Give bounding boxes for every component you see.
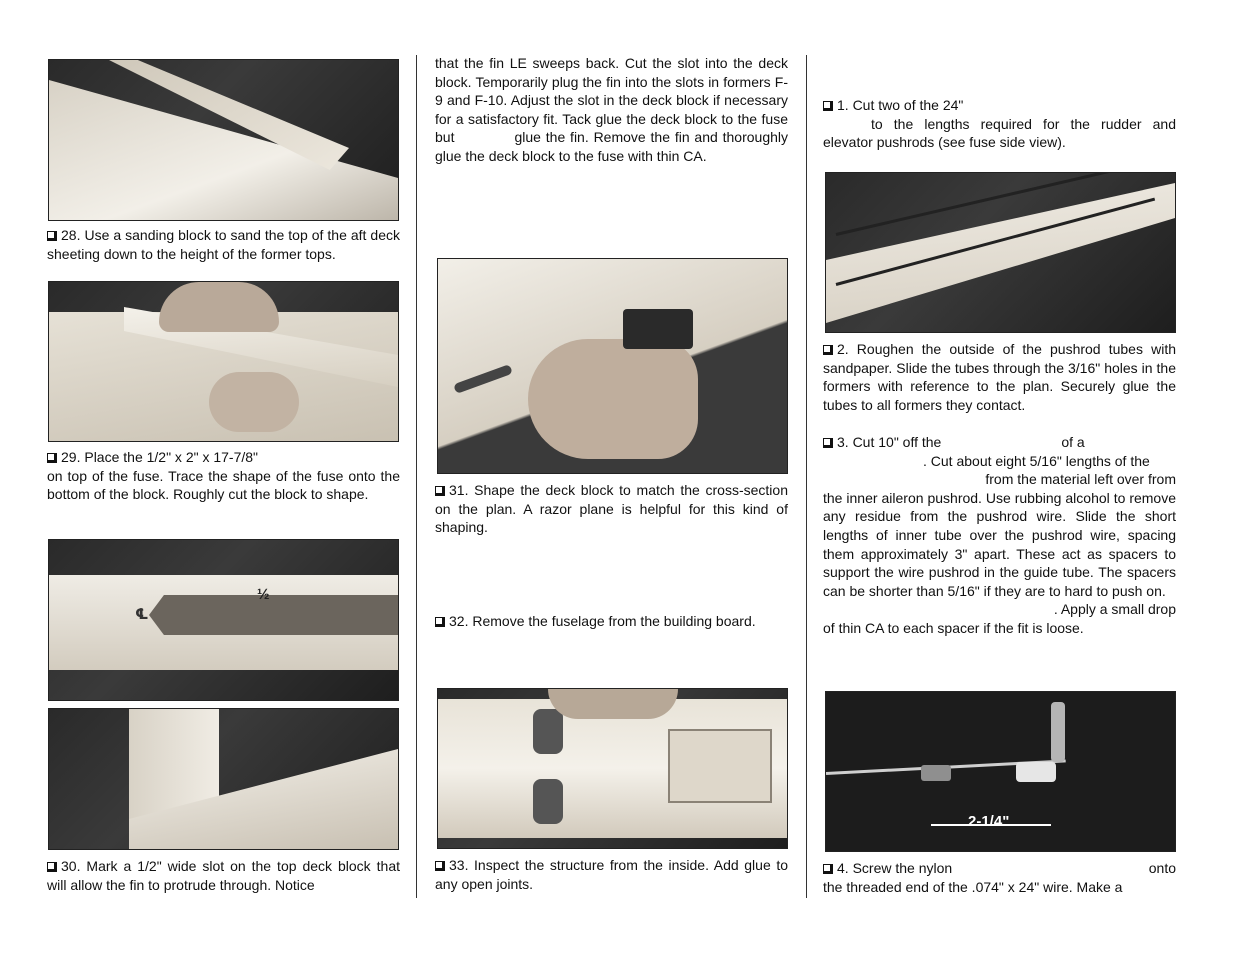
step-33-text: 33. Inspect the structure from the inside. Add glue to any open joints. <box>435 857 788 892</box>
step-30-text: 30. Mark a 1/2" wide slot on the top deck block that will allow the fin to protrude through. Notice <box>47 858 400 893</box>
column-divider-2 <box>806 55 807 898</box>
checkbox-icon[interactable] <box>823 345 833 355</box>
step-28-text: 28. Use a sanding block to sand the top of the aft deck sheeting down to the height of the former tops. <box>47 227 400 262</box>
checkbox-icon[interactable] <box>47 862 57 872</box>
step-31-text: 31. Shape the deck block to match the cross-section on the plan. A razor plane is helpful for this kind of shaping. <box>435 482 788 536</box>
photo-fin-slot-marking <box>48 539 399 701</box>
photo-33-inside-structure <box>437 688 788 849</box>
step-1-text: 1. Cut two of the 24" to the lengths required for the rudder and elevator pushrods (see fuse side view). <box>823 97 1176 151</box>
checkbox-icon[interactable] <box>47 453 57 463</box>
checkbox-icon[interactable] <box>823 101 833 111</box>
half-inch-mark: ½ <box>257 586 270 603</box>
checkbox-icon[interactable] <box>435 486 445 496</box>
photo-28-deck-sanding <box>48 59 399 221</box>
column-divider-1 <box>416 55 417 898</box>
step-32-text: 32. Remove the fuselage from the building board. <box>435 612 788 631</box>
step-29-text: 29. Place the 1/2" x 2" x 17-7/8" on top of the fuse. Trace the shape of the fuse onto the bottom of the block. Roughly cut the block to shape. <box>47 449 400 503</box>
photo-pushrod-tubes-installed <box>825 172 1176 333</box>
photo-30-fin-protrude <box>48 708 399 850</box>
checkbox-icon[interactable] <box>823 864 833 874</box>
checkbox-icon[interactable] <box>435 861 445 871</box>
step-2-text: 2. Roughen the outside of the pushrod tubes with sandpaper. Slide the tubes through the 3/16" holes in the formers with reference to the plan. Securely glue the tubes to all formers they contact. <box>823 341 1176 413</box>
photo-31-deck-shaping <box>437 258 788 474</box>
step-30-continued-text: that the fin LE sweeps back. Cut the slot into the deck block. Temporarily plug the fin into the slots in formers F-9 and F-10. Adjust the slot in the deck block if necessary for a satisfactory fit. Tack glue the deck block to the fuse but glue the fin. Remove the fin and thoroughly glue the deck block to the fuse with thin CA. <box>435 55 788 164</box>
checkbox-icon[interactable] <box>47 231 57 241</box>
photo-29-deck-block-trace <box>48 281 399 442</box>
step-3-text: 3. Cut 10" off the of a . Cut about eight 5/16" lengths of the from the material left over from the inner aileron pushrod. Use rubbing alcohol to remove any residue from the pushrod wire. Slide the short lengths of inner tube over the pushrod wire, spacing them approximately 3" apart. These act as spacers to support the wire pushrod in the guide tube. The spacers can be shorter than 5/16" if they are to hard to push on. . Apply a small drop of thin CA to each spacer if the fit is loose. <box>823 434 1176 636</box>
step-4-text: 4. Screw the nylon onto the threaded end of the .074" x 24" wire. Make a <box>823 860 1176 895</box>
checkbox-icon[interactable] <box>435 617 445 627</box>
dimension-label: 2-1/4" <box>968 813 1010 830</box>
photo-clevis-measurement <box>825 691 1176 852</box>
centerline-mark: ℄ <box>135 606 149 623</box>
checkbox-icon[interactable] <box>823 438 833 448</box>
